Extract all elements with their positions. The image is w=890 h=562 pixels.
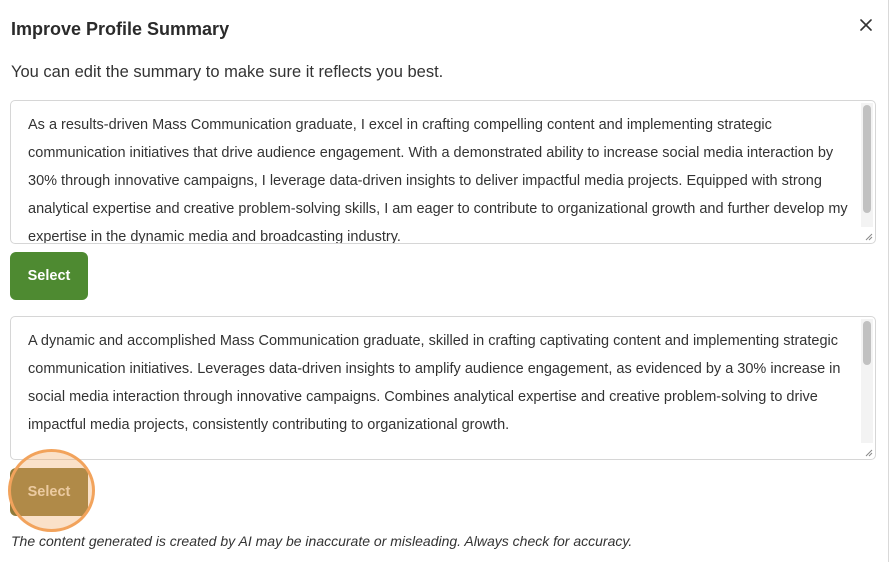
close-button[interactable] — [853, 12, 879, 38]
textarea-scrollbar-2[interactable] — [861, 319, 873, 443]
modal-subtitle: You can edit the summary to make sure it reflects you best. — [11, 63, 444, 81]
summary-text-2[interactable]: A dynamic and accomplished Mass Communication graduate, skilled in crafting captivating content and implementing strategic communication initiatives. Leverages data-driven insights to amplify audience engagement, as evidenced by a 30% increase in social media interaction through innovative campaigns. Combines analytical expertise and creative problem-solving to drive impactful media projects, consistently contributing to organizational growth. — [28, 333, 841, 433]
summary-textarea-1[interactable] — [10, 100, 876, 244]
select-summary-2-button[interactable]: Select — [10, 468, 88, 516]
resize-grip-icon[interactable] — [863, 231, 873, 241]
ai-disclaimer: The content generated is created by AI may be inaccurate or misleading. Always check for accuracy. — [11, 533, 633, 549]
textarea-scrollbar-1[interactable] — [861, 103, 873, 227]
select-summary-1-button[interactable]: Select — [10, 252, 88, 300]
resize-grip-icon[interactable] — [863, 447, 873, 457]
summary-textarea-2[interactable] — [10, 316, 876, 460]
summary-text-1[interactable]: As a results-driven Mass Communication graduate, I excel in crafting compelling content and implementing strategic communication initiatives that drive audience engagement. With a demonstrated ability to increase social media interaction by 30% through innovative campaigns, I leverage data-driven insights to deliver impactful media projects. Equipped with strong analytical expertise and creative problem-solving skills, I am eager to contribute to organizational growth and further develop my expertise in the dynamic media and broadcasting industry. — [28, 117, 848, 244]
scroll-thumb-1[interactable] — [863, 105, 871, 213]
modal-title: Improve Profile Summary — [11, 19, 230, 39]
scroll-thumb-2[interactable] — [863, 321, 871, 365]
close-icon — [860, 19, 872, 31]
